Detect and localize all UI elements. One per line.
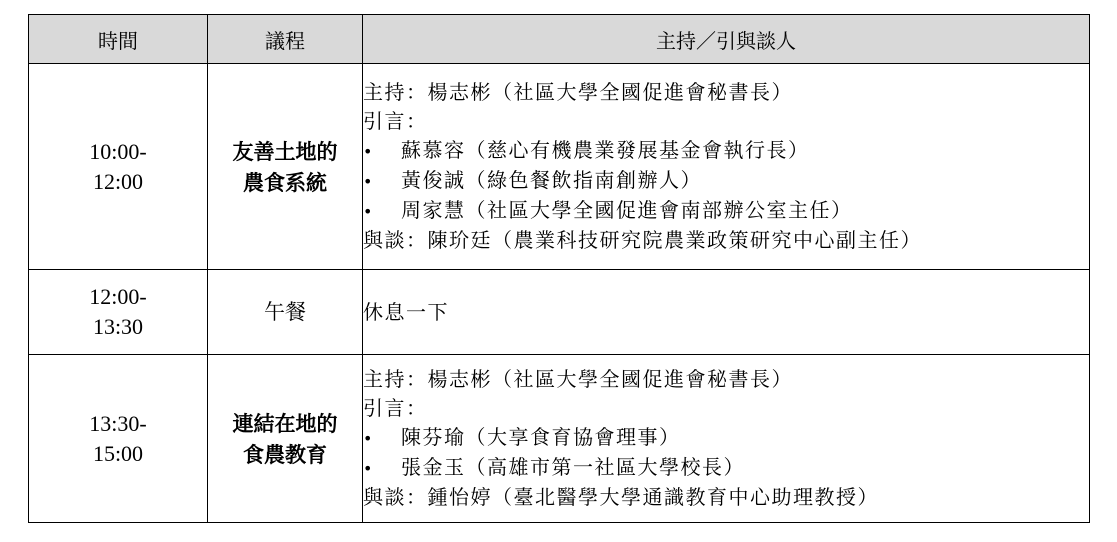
topic-line: 連結在地的 — [232, 410, 338, 436]
time-start: 13:30- — [89, 410, 147, 436]
topic-cell — [208, 270, 363, 355]
time-start: 10:00- — [89, 138, 147, 164]
header-people: 主持／引與談人 — [363, 15, 1090, 64]
discussant-line: 與談：陳玠廷（農業科技研究院農業政策研究中心副主任） — [363, 228, 922, 252]
speaker-item — [363, 166, 1089, 196]
people-cell — [363, 355, 1090, 523]
bullet-icon: • — [363, 142, 373, 161]
time-start: 12:00- — [89, 284, 147, 309]
topic-line: 午餐 — [264, 299, 306, 324]
speaker-name: 張金玉（高雄市第一社區大學校長） — [401, 455, 745, 479]
time-end: 13:30 — [92, 314, 144, 339]
topic-cell — [208, 355, 363, 523]
time-end: 15:00 — [92, 440, 144, 466]
agenda-table — [28, 14, 1090, 523]
bullet-icon: • — [363, 429, 373, 448]
header-row — [29, 15, 1090, 64]
host-line: 主持：楊志彬（社區大學全國促進會秘書長） — [363, 367, 793, 391]
discussant-line: 與談：鍾怡婷（臺北醫學大學通識教育中心助理教授） — [363, 485, 879, 509]
people-cell — [363, 270, 1090, 355]
time-cell — [29, 355, 208, 523]
table-row — [29, 355, 1090, 523]
time-cell — [29, 270, 208, 355]
speaker-item — [363, 423, 1089, 453]
header-topic: 議程 — [208, 15, 363, 64]
speaker-item — [363, 453, 1089, 483]
host-line: 主持：楊志彬（社區大學全國促進會秘書長） — [363, 80, 793, 104]
note-line: 休息一下 — [363, 299, 449, 324]
intro-label: 引言： — [363, 109, 428, 133]
speaker-item — [363, 196, 1089, 226]
topic-line: 食農教育 — [243, 441, 327, 467]
time-cell — [29, 64, 208, 270]
speaker-item — [363, 136, 1089, 166]
topic-line: 友善土地的 — [232, 138, 338, 164]
header-time: 時間 — [29, 15, 208, 64]
speaker-name: 黃俊誠（綠色餐飲指南創辦人） — [401, 168, 702, 192]
table-row — [29, 64, 1090, 270]
speaker-name: 陳芬瑜（大享食育協會理事） — [401, 425, 681, 449]
people-cell — [363, 64, 1090, 270]
time-end: 12:00 — [92, 168, 144, 194]
speaker-name: 周家慧（社區大學全國促進會南部辦公室主任） — [401, 198, 853, 222]
bullet-icon: • — [363, 172, 373, 191]
bullet-icon: • — [363, 459, 373, 478]
bullet-icon: • — [363, 202, 373, 221]
table-row — [29, 270, 1090, 355]
speaker-name: 蘇慕容（慈心有機農業發展基金會執行長） — [401, 138, 810, 162]
topic-line: 農食系統 — [243, 169, 327, 195]
topic-cell — [208, 64, 363, 270]
intro-label: 引言： — [363, 396, 428, 420]
